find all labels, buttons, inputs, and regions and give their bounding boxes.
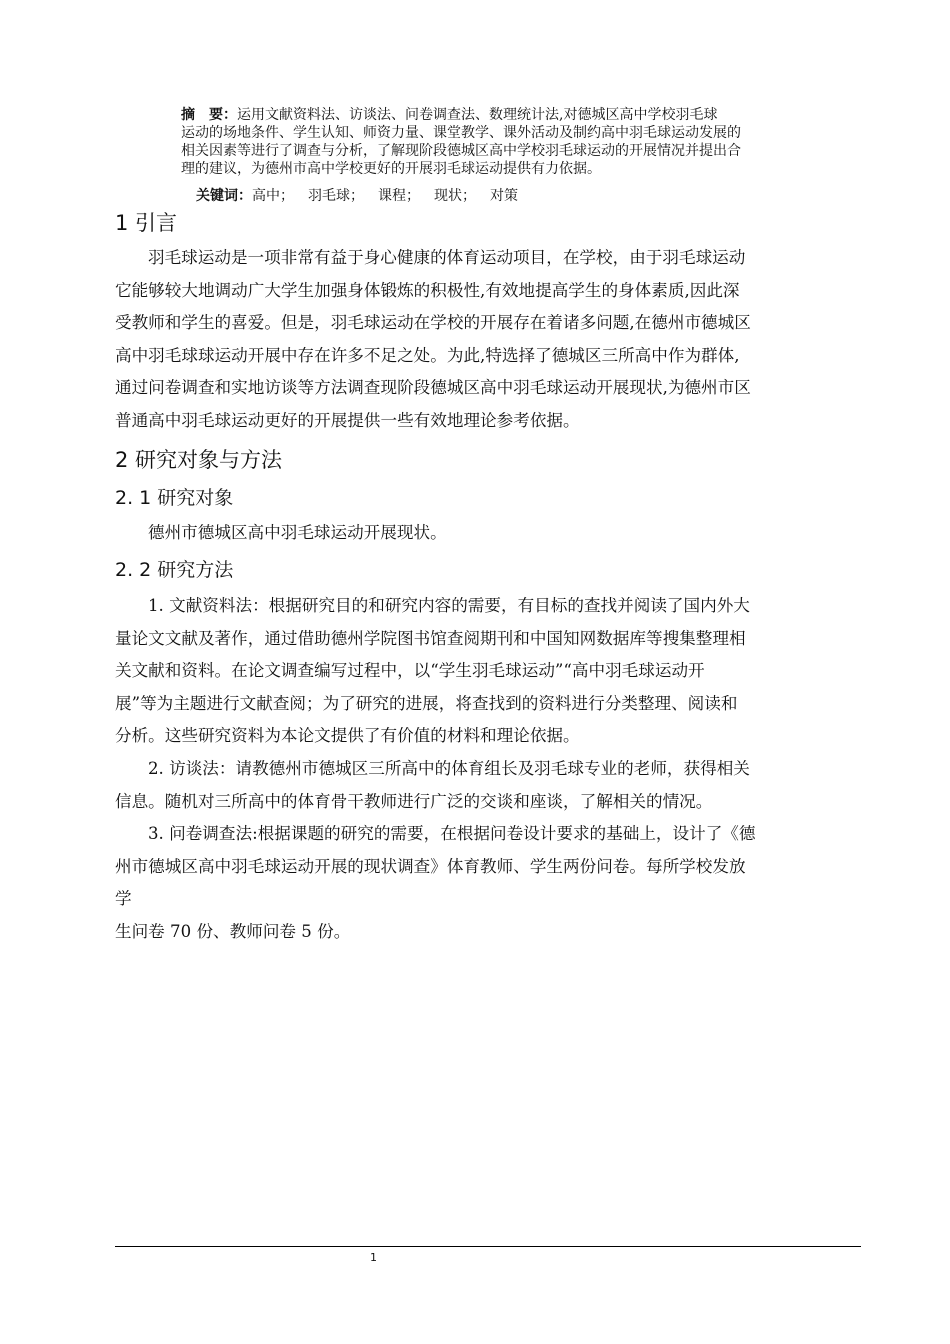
text-line: 1. 文献资料法：根据研究目的和研究内容的需要，有目标的查找并阅读了国内外大 bbox=[148, 596, 750, 615]
keyword-item: 现状； bbox=[434, 188, 476, 204]
keyword-item: 高中； bbox=[252, 188, 294, 204]
text-line: 州市德城区高中羽毛球运动开展的现状调查》体育教师、学生两份问卷。每所学校发放 bbox=[115, 856, 746, 876]
text-line: 普通高中羽毛球运动更好的开展提供一些有效地理论参考依据。 bbox=[115, 410, 580, 430]
text-line: 量论文文献及著作，通过借助德州学院图书馆查阅期刊和中国知网数据库等搜集整理相 bbox=[115, 628, 746, 648]
keyword-item: 课程； bbox=[378, 188, 420, 204]
footer-divider bbox=[115, 1246, 861, 1247]
keyword-item: 对策 bbox=[490, 188, 518, 204]
research-methods-paragraph bbox=[115, 590, 860, 949]
keywords-line bbox=[196, 187, 532, 205]
abstract-text: 运用文献资料法、访谈法、问卷调查法、数理统计法,对德城区高中学校羽毛球 bbox=[237, 107, 718, 123]
text-line: 信息。随机对三所高中的体育骨干教师进行广泛的交谈和座谈，了解相关的情况。 bbox=[115, 791, 713, 811]
page-number: 1 bbox=[370, 1251, 377, 1264]
abstract-line-4: 理的建议，为德州市高中学校更好的开展羽毛球运动提供有力依据。 bbox=[181, 161, 601, 177]
text-line: 高中羽毛球球运动开展中存在许多不足之处。为此,特选择了德城区三所高中作为群体, bbox=[115, 345, 740, 365]
text-line: 生问卷 70 份、教师问卷 5 份。 bbox=[115, 921, 351, 941]
keywords-label: 关键词： bbox=[196, 188, 252, 204]
text-line: 通过问卷调查和实地访谈等方法调查现阶段德城区高中羽毛球运动开展现状,为德州市区 bbox=[115, 378, 751, 398]
research-object-paragraph bbox=[115, 517, 860, 550]
heading-research-methods: 2. 2 研究方法 bbox=[115, 559, 234, 581]
abstract-line-3: 相关因素等进行了调查与分析，了解现阶段德城区高中学校羽毛球运动的开展情况并提出合 bbox=[181, 143, 741, 159]
abstract-block bbox=[181, 106, 833, 178]
text-line: 关文献和资料。在论文调查编写过程中，以“学生羽毛球运动”“高中羽毛球运动开 bbox=[115, 661, 705, 681]
text-line: 分析。这些研究资料为本论文提供了有价值的材料和理论依据。 bbox=[115, 726, 580, 746]
text-line: 学 bbox=[115, 889, 132, 909]
heading-methods-section: 2 研究对象与方法 bbox=[115, 448, 283, 472]
text-line: 2. 访谈法：请教德州市德城区三所高中的体育组长及羽毛球专业的老师，获得相关 bbox=[148, 758, 750, 778]
keyword-item: 羽毛球； bbox=[308, 188, 364, 204]
heading-introduction: 1 引言 bbox=[115, 211, 178, 235]
text-line: 3. 问卷调查法:根据课题的研究的需要，在根据问卷设计要求的基础上，设计了《德 bbox=[148, 824, 756, 844]
abstract-line-2: 运动的场地条件、学生认知、师资力量、课堂教学、课外活动及制约高中羽毛球运动发展的 bbox=[181, 125, 741, 141]
abstract-label: 摘 要： bbox=[181, 107, 237, 123]
introduction-paragraph bbox=[115, 242, 860, 438]
text-line: 德州市德城区高中羽毛球运动开展现状。 bbox=[148, 523, 447, 542]
heading-research-object: 2. 1 研究对象 bbox=[115, 487, 234, 509]
text-line: 它能够较大地调动广大学生加强身体锻炼的积极性,有效地提高学生的身体素质,因此深 bbox=[115, 280, 740, 300]
text-line: 受教师和学生的喜爱。但是，羽毛球运动在学校的开展存在着诸多问题,在德州市德城区 bbox=[115, 313, 751, 333]
abstract-line-1 bbox=[181, 106, 833, 124]
text-line: 羽毛球运动是一项非常有益于身心健康的体育运动项目，在学校，由于羽毛球运动 bbox=[148, 248, 746, 267]
text-line: 展”等为主题进行文献查阅；为了研究的进展，将查找到的资料进行分类整理、阅读和 bbox=[115, 693, 738, 713]
